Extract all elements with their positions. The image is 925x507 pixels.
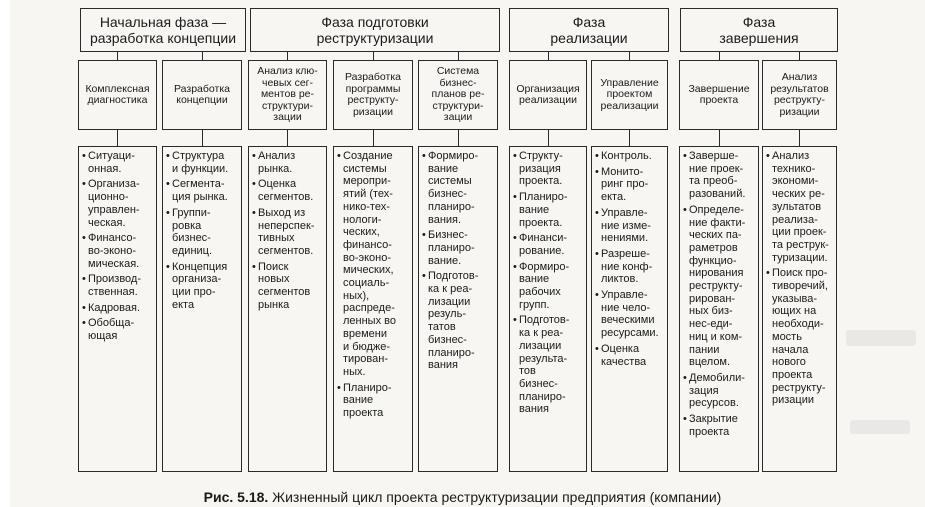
print-smudge (846, 330, 916, 346)
task-item: • Производ- ственная. (82, 273, 153, 298)
phase-initial (80, 8, 246, 52)
stage-tasks (679, 146, 759, 472)
stage-tasks (78, 146, 157, 472)
stage-header (162, 60, 242, 130)
figure-caption-text: Жизненный цикл проекта реструктуризации предприятия (компании) (268, 489, 722, 505)
task-item: • Планиро- вание проекта (337, 382, 409, 420)
stage-header (509, 60, 587, 130)
stage-header (679, 60, 759, 130)
phase-title: Фаза реализации (550, 14, 628, 46)
phase-title: Фаза завершения (719, 14, 799, 46)
task-item: • Сегмента- ция рынка. (166, 178, 238, 203)
task-item: • Ситуаци- онная. (82, 150, 153, 175)
task-item: • Оценка качества (595, 343, 664, 368)
stage-title: Комплексная диагностика (85, 82, 150, 106)
task-item: • Планиро- вание проекта. (513, 191, 583, 229)
task-item: • Финанси- рование. (513, 232, 583, 257)
task-item: • Выход из неперспек- тивных сегментов. (252, 207, 323, 258)
connector (629, 52, 630, 60)
connector (458, 52, 459, 60)
task-item: • Структура и функции. (166, 150, 238, 175)
connector (117, 52, 118, 60)
task-item: • Концепция организа- ции про- екта (166, 261, 238, 312)
stage-title: Организация реализации (516, 82, 580, 106)
task-item: • Поиск про- тиворечий, указыва- ющих на необходи- мость начала нового проекта реструкту- ризации (766, 267, 833, 407)
task-item: • Определе- ние факти- ческих па- раметров функцио- нирования реструкту- рирован- ных биз- нес-еди- ниц и ком- пании вцелом. (683, 204, 755, 369)
stage-tasks (418, 146, 498, 472)
stage-tasks (591, 146, 668, 472)
task-item: • Группи- ровка бизнес- единиц. (166, 207, 238, 258)
phase-completion (680, 8, 838, 52)
task-item: • Оценка сегментов. (252, 178, 323, 203)
connector (373, 52, 374, 60)
task-item: • Заверше- ние проек- та преоб- разований. (683, 150, 755, 201)
stage-tasks (509, 146, 587, 472)
task-item: • Финансо- во-эконо- мическая. (82, 232, 153, 270)
task-item: • Демобили- зация ресурсов. (683, 372, 755, 410)
connector (719, 52, 720, 60)
stage-tasks (333, 146, 413, 472)
stage-tasks (762, 146, 837, 472)
task-item: • Подготов- ка к реа- лизации резуль- татов бизнес- планиро- вания (422, 270, 494, 372)
task-item: • Бизнес- планиро- вание. (422, 229, 494, 267)
connector (548, 52, 549, 60)
stage-tasks (162, 146, 242, 472)
connector (629, 130, 630, 146)
task-item: • Контроль. (595, 150, 664, 163)
connector (799, 52, 800, 60)
task-item: • Формиро- вание рабочих групп. (513, 261, 583, 312)
figure-label: Рис. 5.18. (203, 489, 269, 505)
connector (799, 130, 800, 146)
stage-header (78, 60, 157, 130)
connector (202, 52, 203, 60)
task-item: • Управле- ние изме- нениями. (595, 207, 664, 245)
task-item: • Управле- ние чело- веческими ресурсами. (595, 289, 664, 340)
stage-header (418, 60, 498, 130)
task-item: • Формиро- вание системы бизнес- планиро- вания. (422, 150, 494, 226)
connector (719, 130, 720, 146)
stage-tasks (248, 146, 327, 472)
figure-caption (0, 489, 925, 505)
stage-title: Анализ результатов реструкту- ризации (770, 71, 829, 118)
phase-implementation (509, 8, 669, 52)
stage-header (591, 60, 668, 130)
task-item: • Анализ рынка. (252, 150, 323, 175)
print-smudge (850, 420, 910, 434)
stage-title: Разработка концепции (174, 82, 230, 106)
stage-header (333, 60, 413, 130)
task-item: • Подготов- ка к реа- лизации результа- тов бизнес- планиро- вания (513, 314, 583, 416)
connector (548, 130, 549, 146)
stage-title: Система бизнес- планов ре- структури- зации (431, 65, 485, 124)
connector (287, 130, 288, 146)
task-item: • Кадровая. (82, 302, 153, 315)
connector (373, 130, 374, 146)
phase-title: Начальная фаза — разработка концепции (89, 14, 237, 46)
task-item: • Разреше- ние конф- ликтов. (595, 248, 664, 286)
connector (117, 130, 118, 146)
connector (202, 130, 203, 146)
task-item: • Поиск новых сегментов рынка (252, 261, 323, 312)
stage-title: Завершение проекта (688, 82, 750, 106)
task-item: • Организа- ционно- управлен- ческая. (82, 178, 153, 229)
task-item: • Структу- ризация проекта. (513, 150, 583, 188)
task-item: • Монито- ринг про- екта. (595, 166, 664, 204)
stage-title: Анализ клю- чевых сег- ментов ре- структури- зации (257, 65, 318, 124)
task-item: • Закрытие проекта (683, 413, 755, 438)
stage-title: Разработка программы реструкту- ризации (345, 71, 401, 118)
stage-title: Управление проектом реализации (600, 76, 659, 112)
page-edge (0, 0, 10, 507)
connector (287, 52, 288, 60)
connector (458, 130, 459, 146)
phase-title: Фаза подготовки реструктуризации (316, 14, 434, 46)
task-item: • Обобща- ющая (82, 317, 153, 342)
phase-preparation (250, 8, 500, 52)
task-item: • Создание системы меропри- ятий (тех- нико-тех- нологи- ческих, финансо- во-эконо- мических, социаль- ных), распреде- ленных во времени и бюдже- тирован- ных. (337, 150, 409, 379)
task-item: • Анализ технико- экономи- ческих ре- зультатов реализа- ции проек- та реструк- туризации. (766, 150, 833, 264)
stage-header (248, 60, 327, 130)
stage-header (762, 60, 837, 130)
